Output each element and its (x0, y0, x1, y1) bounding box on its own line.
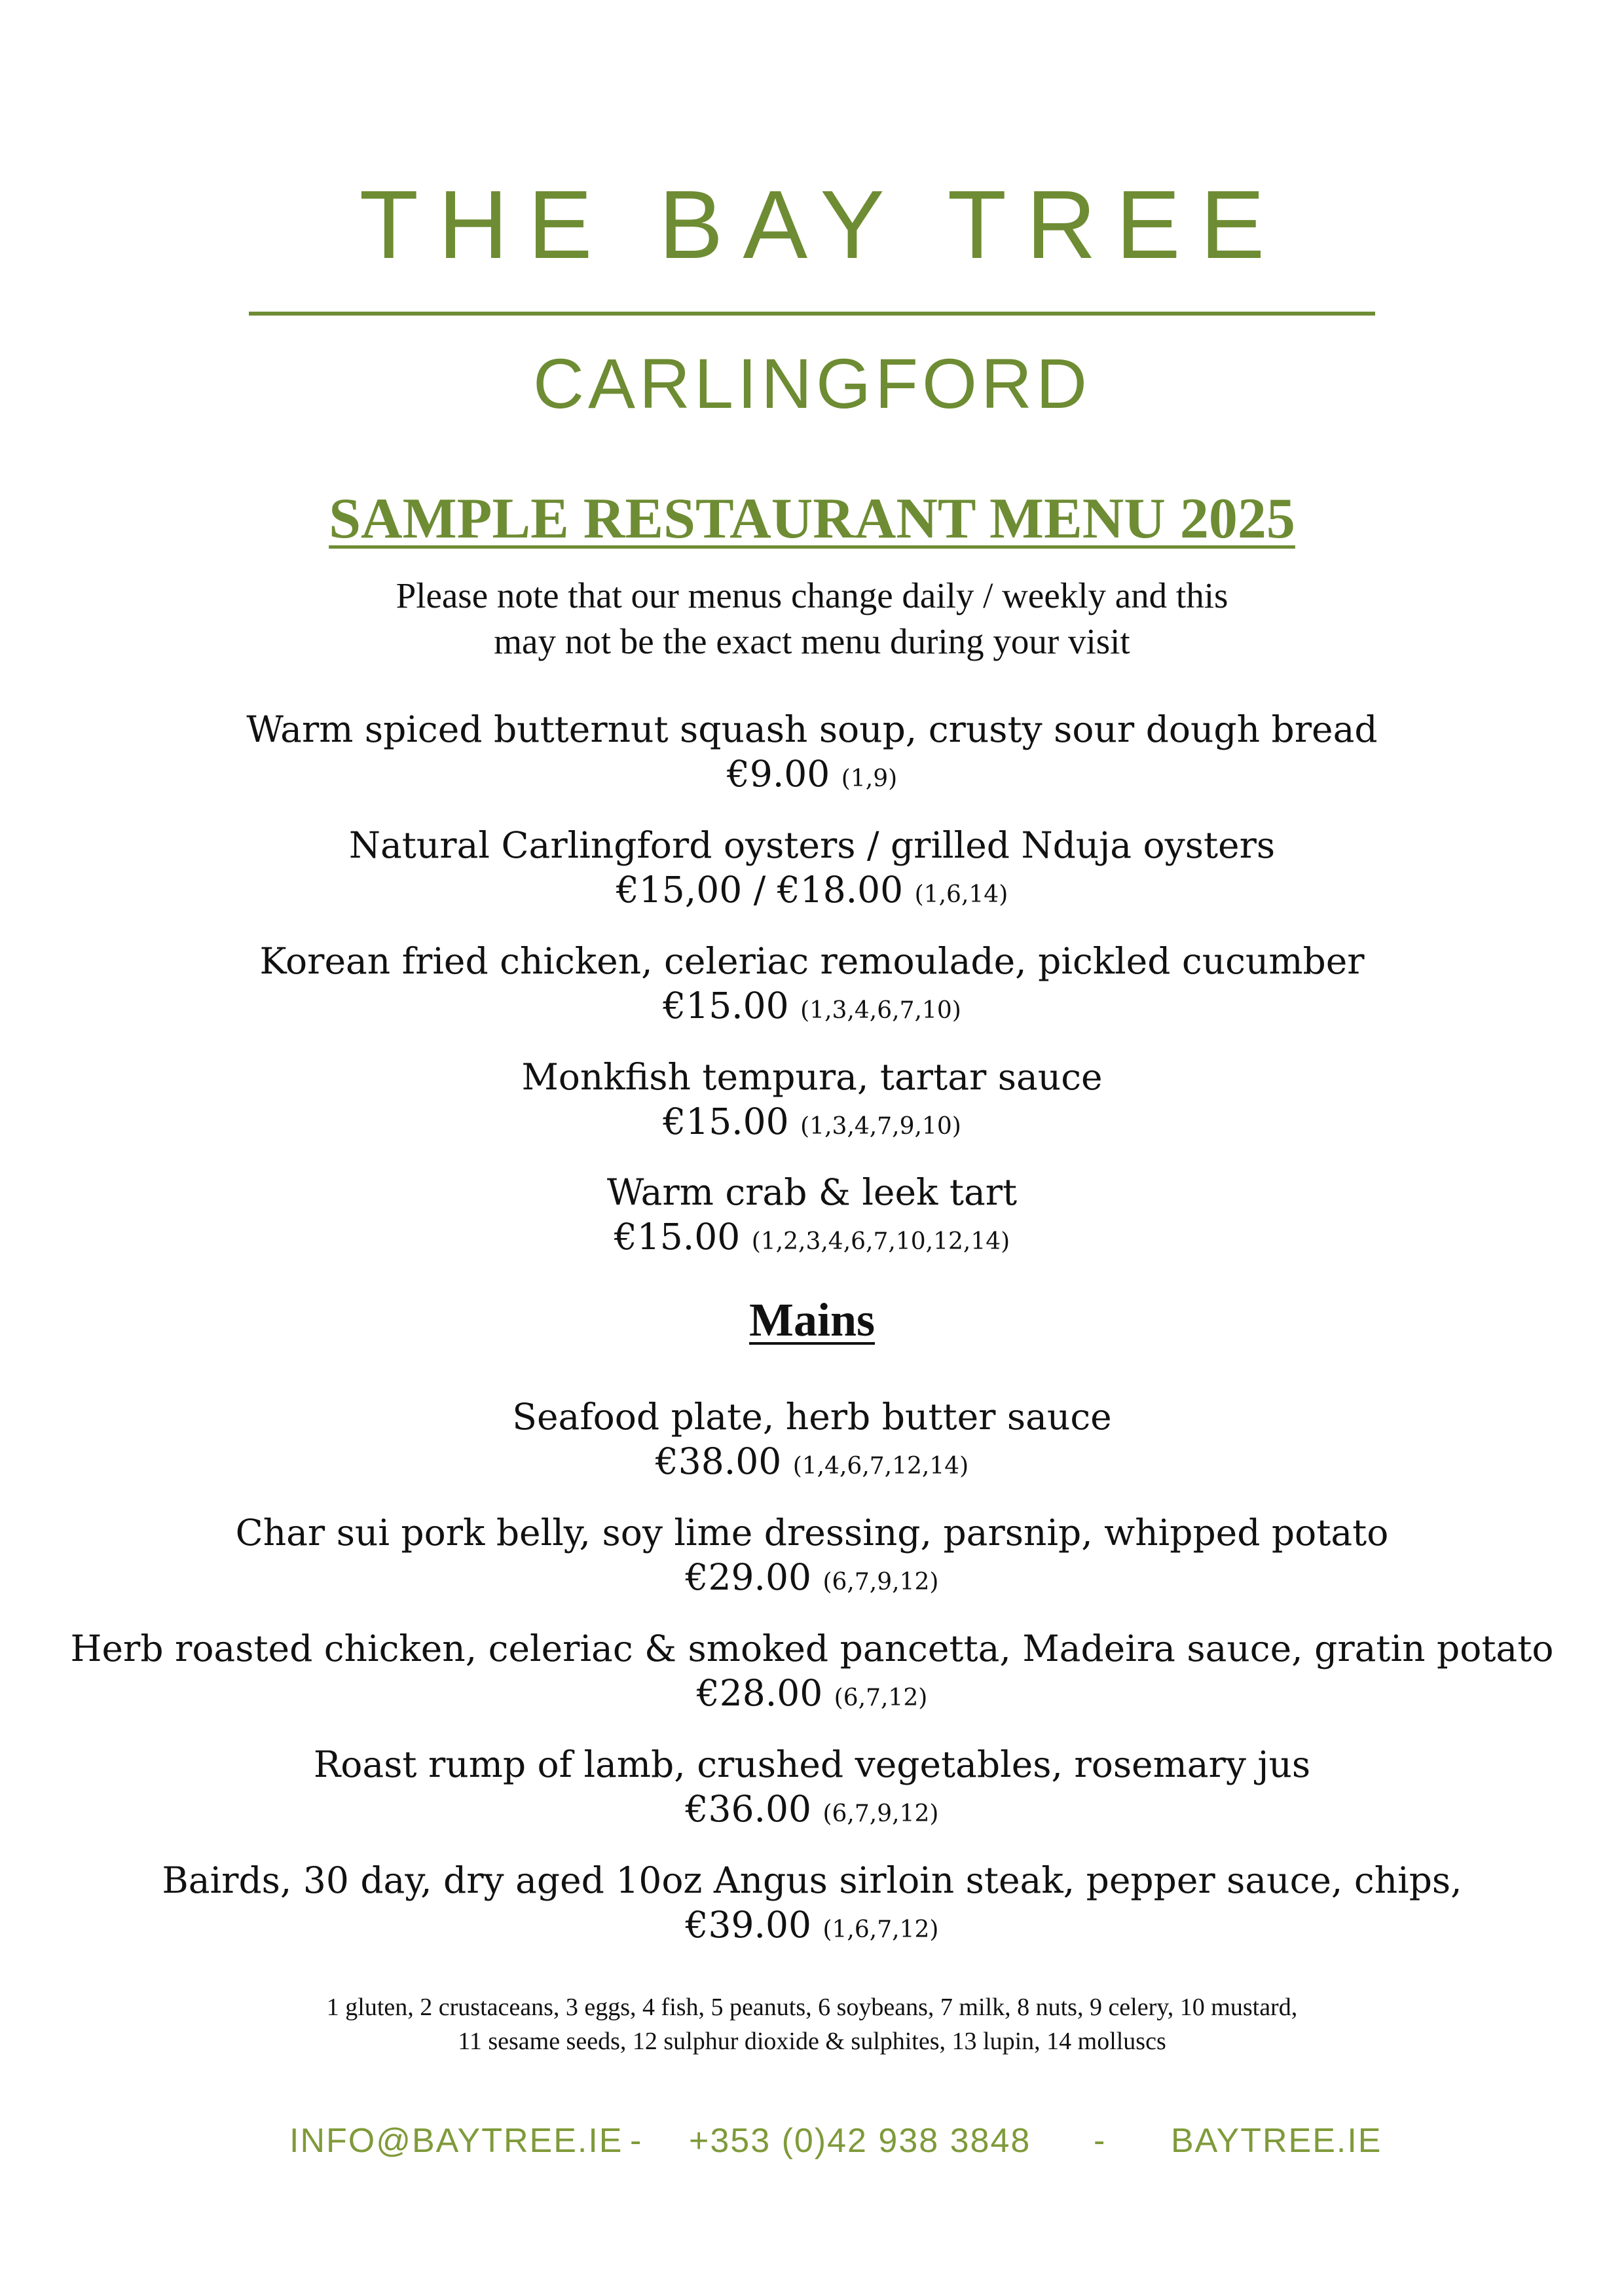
dish-price: €39.00 (685, 1904, 811, 1946)
footer-email-link[interactable]: INFO@BAYTREE.IE (289, 2122, 623, 2160)
menu-title: SAMPLE RESTAURANT MENU 2025 (329, 487, 1295, 551)
starter-item (0, 939, 1624, 1033)
dish-allergens: (1,9) (841, 765, 898, 792)
footer-separator: - (1094, 2122, 1107, 2160)
dish-name: Bairds, 30 day, dry aged 10oz Angus sirloin steak, pepper sauce, chips, (162, 1859, 1462, 1901)
footer-website-link[interactable]: BAYTREE.IE (1171, 2122, 1382, 2160)
dish-name: Seafood plate, herb butter sauce (512, 1396, 1112, 1438)
main-item (0, 1742, 1624, 1836)
starter-item (0, 1170, 1624, 1264)
dish-name: Korean fried chicken, celeriac remoulade, pickled cucumber (259, 940, 1365, 982)
starter-item (0, 823, 1624, 917)
brand-location: CARLINGFORD (532, 344, 1092, 423)
dish-allergens: (1,6,14) (914, 881, 1008, 908)
brand-header (0, 171, 1624, 423)
dish-name: Monkfish tempura, tartar sauce (521, 1056, 1103, 1098)
dish-allergens: (1,3,4,6,7,10) (800, 997, 961, 1024)
dish-allergens: (1,2,3,4,6,7,10,12,14) (751, 1228, 1010, 1255)
dish-price-line (0, 1439, 1624, 1489)
dish-price: €15.00 (614, 1216, 741, 1258)
allergen-legend-line-2: 11 sesame seeds, 12 sulphur dioxide & sulphites, 13 lupin, 14 molluscs (458, 2028, 1166, 2055)
main-item (0, 1394, 1624, 1489)
dish-price-line (0, 1903, 1624, 1952)
dish-price: €29.00 (685, 1556, 811, 1598)
dish-price-line (0, 752, 1624, 801)
dish-allergens: (1,3,4,7,9,10) (800, 1113, 961, 1140)
main-item (0, 1858, 1624, 1952)
footer-phone-link[interactable]: +353 (0)42 938 3848 (689, 2122, 1031, 2160)
main-item (0, 1626, 1624, 1721)
brand-divider (249, 312, 1375, 316)
starter-item (0, 1055, 1624, 1149)
menu-note-line-2: may not be the exact menu during your visit (494, 621, 1130, 661)
dish-price: €15,00 / €18.00 (616, 869, 904, 911)
dish-price: €38.00 (655, 1440, 782, 1482)
dish-name: Roast rump of lamb, crushed vegetables, rosemary jus (313, 1743, 1311, 1785)
dish-allergens: (1,4,6,7,12,14) (792, 1453, 969, 1480)
dish-price: €9.00 (726, 753, 830, 795)
dish-price-line (0, 1671, 1624, 1721)
mains-heading: Mains (748, 1294, 876, 1346)
dish-name: Char sui pork belly, soy lime dressing, parsnip, whipped potato (235, 1512, 1389, 1554)
allergen-legend (0, 1990, 1624, 2058)
dish-price: €28.00 (696, 1672, 823, 1714)
menu-note (0, 573, 1624, 665)
dish-price-line (0, 1555, 1624, 1605)
dish-name: Natural Carlingford oysters / grilled Nduja oysters (348, 824, 1276, 866)
dish-price-line (0, 1787, 1624, 1836)
starter-item (0, 707, 1624, 801)
dish-name: Warm spiced butternut squash soup, crusty sour dough bread (246, 708, 1378, 750)
dish-price-line (0, 1099, 1624, 1149)
dish-allergens: (6,7,9,12) (822, 1800, 939, 1827)
dish-price-line (0, 867, 1624, 917)
menu-note-line-1: Please note that our menus change daily / weekly and this (396, 575, 1228, 615)
allergen-legend-line-1: 1 gluten, 2 crustaceans, 3 eggs, 4 fish, 5 peanuts, 6 soybeans, 7 milk, 8 nuts, 9 celery, 10 mustard, (326, 1994, 1298, 2021)
dish-price-line (0, 1214, 1624, 1264)
brand-name: THE BAY TREE (359, 171, 1285, 279)
dish-name: Herb roasted chicken, celeriac & smoked pancetta, Madeira sauce, gratin potato (70, 1628, 1554, 1669)
dish-price: €36.00 (685, 1788, 811, 1830)
dish-allergens: (1,6,7,12) (822, 1916, 939, 1943)
dish-name: Warm crab & leek tart (606, 1171, 1018, 1213)
dish-price: €15.00 (663, 985, 789, 1027)
dish-price: €15.00 (663, 1101, 789, 1142)
footer-separator: - (630, 2122, 643, 2160)
main-item (0, 1510, 1624, 1605)
dish-allergens: (6,7,9,12) (822, 1569, 939, 1595)
dish-allergens: (6,7,12) (834, 1685, 928, 1711)
dish-price-line (0, 983, 1624, 1033)
